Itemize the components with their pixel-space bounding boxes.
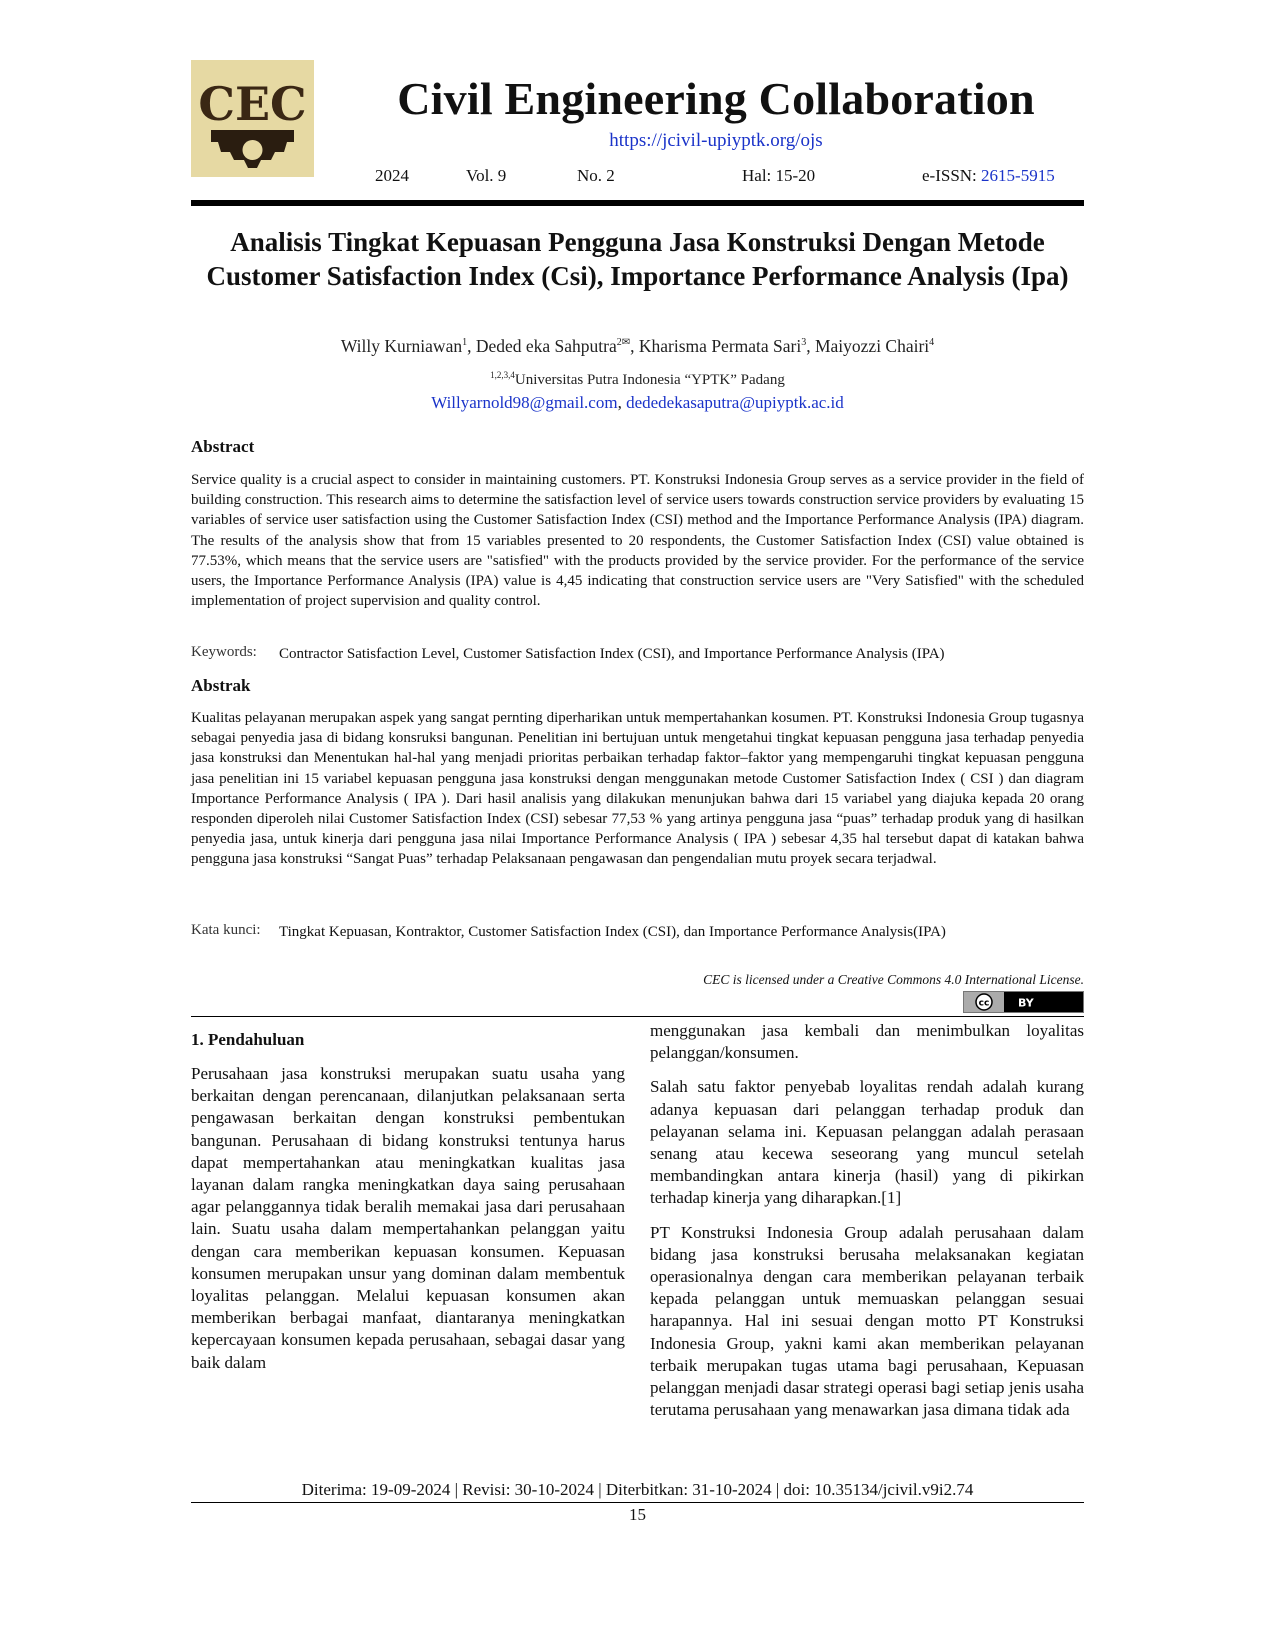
author-name: Kharisma Permata Sari: [638, 336, 802, 356]
logo-text: CEC: [198, 77, 307, 131]
paper-title: Analisis Tingkat Kepuasan Pengguna Jasa Konstruksi Dengan Metode Customer Satisfaction Index (Csi), Importance Performance Analysis (Ipa): [206, 227, 1069, 291]
body-paragraph: Perusahaan jasa konstruksi merupakan suatu usaha yang berkaitan dengan perencanaan, dilanjutkan pelaksanaan serta pengawasan berkaitan dengan konstruksi pembentukan bangunan. Perusahaan di bidang konstruksi tentunya harus dapat mempertahankan atau meningkatkan kualitas jasa layanan dalam rangka meningkatkan daya saing perusahaan agar pelanggannya tidak beralih memakai jasa dari perusahaan lain. Suatu usaha dalam mempertahankan pelanggan yaitu dengan cara memberikan kepuasan konsumen. Kepuasan konsumen merupakan unsur yang dominan dalam membentuk loyalitas pelanggan. Melalui kepuasan konsumen akan memberikan berbagai manfaat, diantaranya meningkatkan kepercayaan konsumen kepada perusahaan, sebagai dasar yang baik dalam: [191, 1064, 625, 1372]
author-name: Maiyozzi Chairi: [814, 336, 930, 356]
right-column: [650, 1020, 1084, 1433]
page-number: 15: [629, 1505, 646, 1524]
license-text: CEC is licensed under a Creative Commons 4.0 International License.: [703, 972, 1084, 987]
footer-rule: [191, 1502, 1084, 1503]
keywords-text: Contractor Satisfaction Level, Customer Satisfaction Index (CSI), and Importance Performance Analysis (IPA): [279, 646, 945, 662]
affiliation: [191, 370, 1084, 389]
body-paragraph: Salah satu faktor penyebab loyalitas rendah adalah kurang adanya kepuasan dari pelanggan terhadap produk dan pelayanan selama ini. Kepuasan pelanggan adalah perasaan senang atau kecewa seseorang yang muncul setelah membandingkan antara kinerja (hasil) yang di pikirkan terhadap kinerja yang diharapkan.[1]: [650, 1077, 1084, 1208]
left-column: [191, 1063, 625, 1386]
author-emails: Willyarnold98@gmail.com, dededekasaputra@upiyptk.ac.id: [431, 393, 844, 412]
eissn-label: e-ISSN:: [922, 166, 982, 185]
email-link-2[interactable]: dededekasaputra@upiyptk.ac.id: [626, 393, 844, 412]
keywords-label: Keywords:: [191, 644, 257, 660]
email-link-1[interactable]: Willyarnold98@gmail.com: [431, 393, 618, 412]
publication-dates: Diterima: 19-09-2024 | Revisi: 30-10-2024 | Diterbitkan: 31-10-2024 | doi: 10.35134/jcivil.v9i2.74: [301, 1480, 974, 1499]
by-label: BY: [1018, 996, 1034, 1010]
journal-logo: [191, 60, 314, 177]
eissn: [922, 166, 1055, 186]
affiliation-text: Universitas Putra Indonesia “YPTK” Padang: [514, 372, 785, 388]
abstrak-heading: Abstrak: [191, 676, 251, 695]
header-rule: [191, 200, 1084, 206]
author-name: Willy Kurniawan: [340, 336, 463, 356]
cc-by-badge[interactable]: [963, 991, 1084, 1013]
abstrak-text: Kualitas pelayanan merupakan aspek yang sangat pernting diperharikan untuk mempertahankan kosumen. PT. Konstruksi Indonesia Group tugasnya sebagai penyedia jasa di bidang konsruksi bangunan. Penelitian ini bertujuan untuk mengetahui tingkat kepuasan pengguna jasa terhadap penyedia jasa konstruksi dan Menentukan hal-hal yang menjadi prioritas perbaikan terhadap faktor–faktor yang mempengaruhi tingkat kepuasan pengguna jasa penelitian ini 15 variabel kepuasan pengguna jasa konstruksi dengan menggunakan metode Customer Satisfaction Index ( CSI ) dan diagram Importance Performance Analysis ( IPA ). Dari hasil analisis yang dilakukan menunjukan bahwa dari 15 variabel yang diajuka kepada 20 orang responden diperoleh nilai Customer Satisfaction Index (CSI) sebesar 77,53 % yang artinya pengguna jasa “puas” terhadap produk yang di hasilkan penyedia jasa, untuk kinerja dari pengguna jasa nilai Importance Performance Analysis ( IPA ) sebesar 4,35 hal tersebut dapat di katakan bahwa pengguna jasa konstruksi “Sangat Puas” terhadap Pelaksanaan pengawasan dan pengendalian mutu proyek secara terjadwal.: [191, 710, 1084, 868]
author-affil-sup: 4: [929, 337, 935, 349]
issue-volume: Vol. 9: [466, 166, 507, 185]
kata-kunci-label: Kata kunci:: [191, 922, 261, 938]
issue-number: No. 2: [577, 166, 615, 185]
author-affil-sup: 2✉: [616, 337, 631, 349]
cc-icon: cc: [978, 998, 990, 1009]
issue-pages: Hal: 15-20: [742, 166, 816, 185]
eissn-link[interactable]: 2615-5915: [981, 166, 1055, 185]
issue-year: 2024: [375, 166, 409, 185]
author-name: Deded eka Sahputra: [475, 336, 617, 356]
abstract-heading: Abstract: [191, 437, 255, 456]
body-paragraph: menggunakan jasa kembali dan menimbulkan loyalitas pelanggan/konsumen.: [650, 1021, 1084, 1063]
author-affil-sup: 3: [801, 337, 807, 349]
affiliation-sup: 1,2,3,4: [490, 370, 515, 380]
author-affil-sup: 1: [462, 337, 468, 349]
section-heading-intro: 1. Pendahuluan: [191, 1030, 305, 1049]
journal-url-link[interactable]: https://jcivil-upiyptk.org/ojs: [609, 130, 823, 151]
author-list: Willy Kurniawan$^1$, Deded eka Sahputra$^{2✉}$, Kharisma Permata Sari$^3$, Maiyozzi Chairi$^4$: [340, 336, 935, 356]
section-divider: [191, 1016, 1084, 1017]
abstract-text: Service quality is a crucial aspect to consider in maintaining customers. PT. Konstruksi Indonesia Group serves as a service provider in the field of building construction. This research aims to determine the satisfaction level of service users towards construction service providers by evaluating 15 variables of service user satisfaction using the Customer Satisfaction Index (CSI) method and the Importance Performance Analysis (IPA) diagram. The results of the analysis show that from 15 variables presented to 20 respondents, the Customer Satisfaction Index (CSI) value obtained is 77.53%, which means that the service users are "satisfied" with the products provided by the service provider. For the performance of the service users, the Importance Performance Analysis (IPA) value is 4,45 indicating that construction service users are "Very Satisfied" with the scheduled implementation of project supervision and quality control.: [191, 472, 1084, 610]
kata-kunci-text: Tingkat Kepuasan, Kontraktor, Customer Satisfaction Index (CSI), dan Importance Performance Analysis(IPA): [279, 924, 946, 940]
journal-title: Civil Engineering Collaboration: [397, 73, 1035, 124]
body-paragraph: PT Konstruksi Indonesia Group adalah perusahaan dalam bidang jasa konstruksi berusaha melaksanakan kegiatan operasionalnya dengan cara memberikan pelayanan terbaik kepada pelanggan untuk memuaskan pelanggan sesuai harapannya. Hal ini sesuai dengan motto PT Konstruksi Indonesia Group, yakni kami akan memberikan pelayanan terbaik merupakan tugas utama bagi perusahaan, Kepuasan pelanggan menjadi dasar strategi operasi bagi setiap jenis usaha terutama perusahaan yang menawarkan jasa dimana tidak ada: [650, 1222, 1084, 1420]
